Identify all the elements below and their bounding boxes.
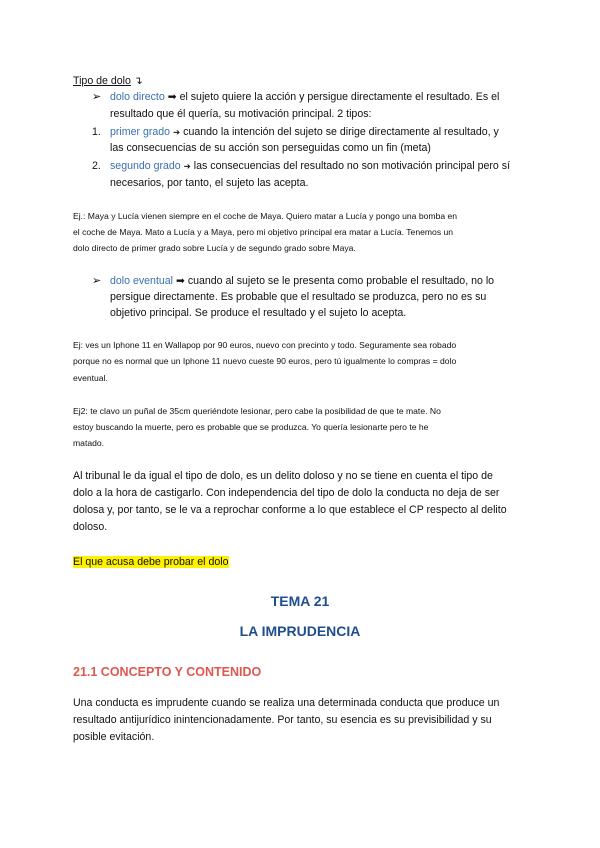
item-primer-grado-line2: las consecuencias de su acción son perseguidas como un fin (meta) [110, 142, 431, 154]
tema-number: TEMA 21 [270, 593, 330, 609]
list-number-2: 2. [92, 160, 101, 172]
term-segundo-grado: segundo grado [110, 160, 181, 172]
example3-line2: estoy buscando la muerte, pero es probable que se produzca. Yo quería lesionarte pero te he [73, 422, 429, 432]
term-dolo-eventual: dolo eventual [110, 275, 174, 287]
item-segundo-grado-line2: necesarios, por tanto, el sujeto las acepta. [110, 177, 309, 189]
example3-line3: matado. [73, 438, 105, 448]
small-arrow-icon: ➔ [173, 127, 181, 137]
down-arrow-icon: ↴ [133, 75, 143, 87]
tema-title: LA IMPRUDENCIA [239, 623, 361, 639]
paragraph2-line2: resultado antijurídico inintencionadamente. Por tanto, su esencia es su previsibilidad y su [73, 714, 492, 726]
example1-line3: dolo directo de primer grado sobre Lucía y de segundo grado sobre Maya. [73, 243, 356, 253]
paragraph1-line4: doloso. [73, 521, 108, 533]
bullet-dolo-directo-line2: resultado que él quería, su motivación principal. 2 tipos: [110, 108, 372, 120]
highlight-text: El que acusa debe probar el dolo [73, 556, 229, 568]
bullet-dolo-directo-line1 [110, 90, 499, 105]
example2-line1: Ej: ves un Iphone 11 en Wallapop por 90 euros, nuevo con precinto y todo. Seguramente sea robado [73, 340, 457, 350]
text: el sujeto quiere la acción y persigue directamente el resultado. Es el [176, 91, 500, 103]
list-number-1: 1. [92, 126, 101, 138]
small-arrow-icon: ➔ [183, 161, 191, 171]
paragraph2-line3: posible evitación. [73, 731, 155, 743]
bullet-dolo-eventual-line3: objetivo principal. Se produce el resultado y el sujeto lo acepta. [110, 307, 407, 319]
text: cuando al sujeto se le presenta como probable el resultado, no lo [184, 275, 495, 287]
example2-line2: porque no es normal que un Iphone 11 nuevo cueste 90 euros, pero tú igualmente lo compras = dolo [73, 356, 457, 366]
example3-line1: Ej2: te clavo un puñal de 35cm queriéndote lesionar, pero cabe la posibilidad de que te mate. No [73, 406, 441, 416]
arrow-bullet-icon: ➢ [92, 275, 102, 287]
text: las consecuencias del resultado no son motivación principal pero sí [190, 160, 511, 172]
example1-line2: el coche de Maya. Mato a Lucía y a Maya, pero mi objetivo principal era matar a Lucía. Tenemos un [73, 227, 454, 237]
item-segundo-grado-line1 [110, 159, 510, 174]
arrow-bullet-icon: ➢ [92, 91, 102, 103]
paragraph2-line1: Una conducta es imprudente cuando se realiza una determinada conducta que produce un [73, 697, 500, 709]
term-primer-grado: primer grado [110, 126, 171, 138]
subheading-label: Tipo de dolo [73, 75, 131, 87]
text: cuando la intención del sujeto se dirige directamente al resultado, y [180, 126, 499, 138]
bullet-dolo-eventual-line1 [110, 274, 494, 289]
section-heading: 21.1 CONCEPTO Y CONTENIDO [73, 665, 262, 679]
example1-line1: Ej.: Maya y Lucía vienen siempre en el coche de Maya. Quiero matar a Lucía y pongo una bomba en [73, 211, 458, 221]
subheading-tipo-de-dolo [73, 74, 143, 89]
paragraph1-line2: dolo a la hora de castigarlo. Con independencia del tipo de dolo la conducta no deja de ser [73, 487, 500, 499]
term-dolo-directo: dolo directo [110, 91, 165, 103]
right-arrow-icon: ➡ [175, 275, 185, 287]
paragraph1-line3: dolosa y, por tanto, se le va a reprochar conforme a lo que establece el CP respecto al delito [73, 504, 507, 516]
example2-line3: eventual. [73, 373, 108, 383]
bullet-dolo-eventual-line2: persigue directamente. Es probable que el resultado se produzca, pero no es su [110, 291, 487, 303]
highlighted-note [73, 555, 229, 570]
item-primer-grado-line1 [110, 125, 499, 140]
right-arrow-icon: ➡ [167, 91, 177, 103]
paragraph1-line1: Al tribunal le da igual el tipo de dolo, es un delito doloso y no se tiene en cuenta el tipo de [73, 470, 493, 482]
